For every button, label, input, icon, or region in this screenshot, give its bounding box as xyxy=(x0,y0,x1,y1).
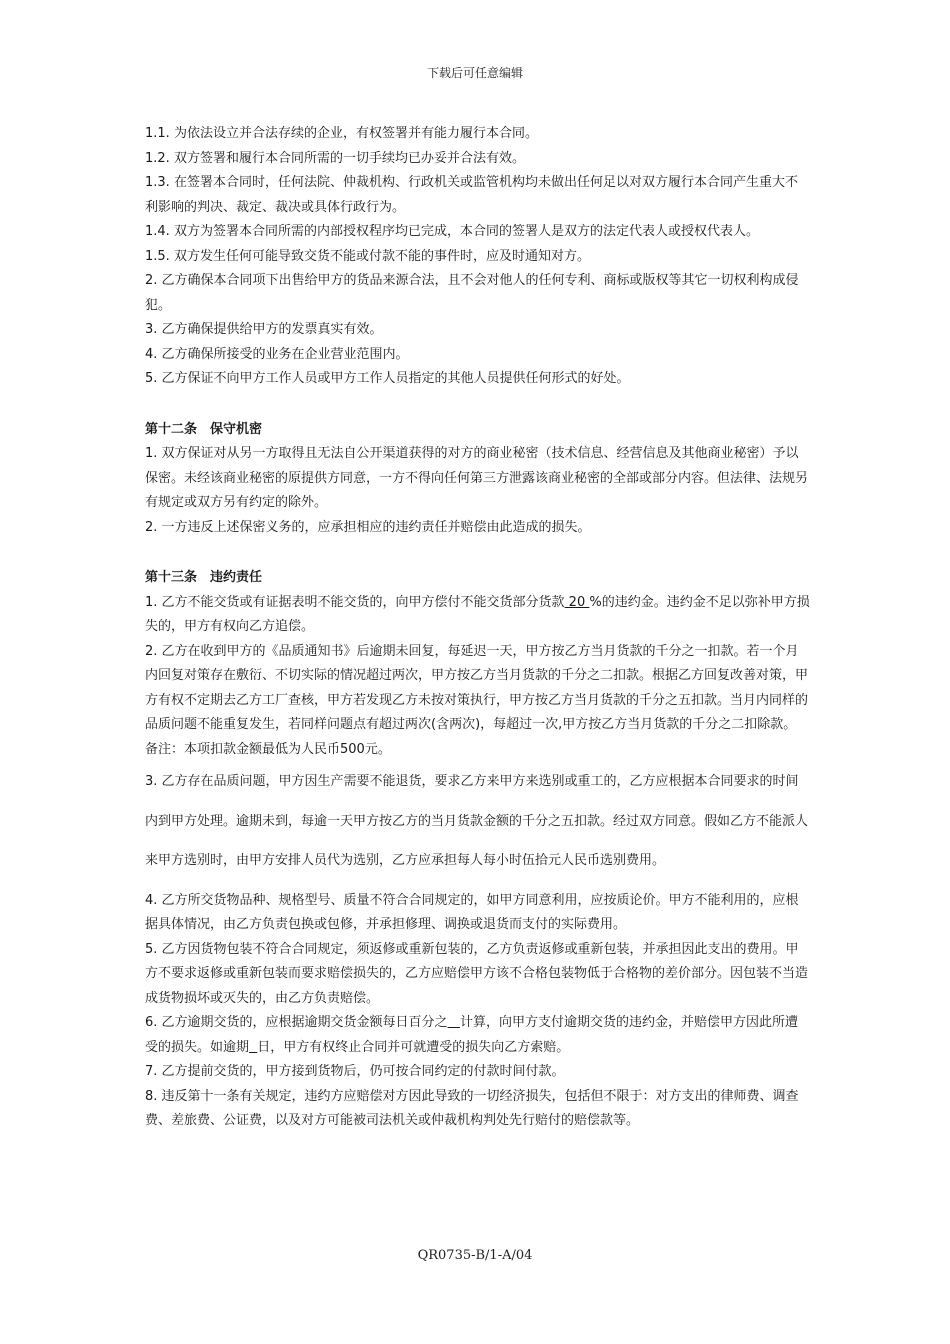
document-body xyxy=(145,122,810,1134)
section-13-para-1: 1. 乙方不能交货或有证据表明不能交货的，向甲方偿付不能交货部分货款 20 %的违约金。违约金不足以弥补甲方损失的，甲方有权向乙方追偿。 xyxy=(145,594,810,634)
clause-4: 4. 乙方确保所接受的业务在企业营业范围内。 xyxy=(145,346,409,362)
section-13-para-8: 8. 违反第十一条有关规定，违约方应赔偿对方因此导致的一切经济损失，包括但不限于：对方支出的律师费、调查费、差旅费、公证费，以及对方可能被司法机关或仲裁机构判处先行赔付的赔偿款等。 xyxy=(145,1088,799,1128)
clause-3: 3. 乙方确保提供给甲方的发票真实有效。 xyxy=(145,322,383,337)
section-13-para-5: 5. 乙方因货物包装不符合合同规定，须返修或重新包装的，乙方负责返修或重新包装，并承担因此支出的费用。甲方不要求返修或重新包装而要求赔偿损失的，乙方应赔偿甲方该不合格包装物低于合格物的差价部分。因包装不当造成货物损坏或灭失的，由乙方负责赔偿。 xyxy=(145,941,809,1006)
section-13-heading: 第十三条 违约责任 xyxy=(145,570,263,585)
page-header: 下载后可任意编辑 xyxy=(426,66,523,80)
section-13-para-2: 2. 乙方在收到甲方的《品质通知书》后逾期未回复，每延迟一天，甲方按乙方当月货款的千分之一扣款。若一个月内回复对策存在敷衍、不切实际的情况超过两次，甲方按乙方当月货款的千分之二扣款。根据乙方回复改善对策，甲方有权不定期去乙方工厂查核，甲方若发现乙方未按对策执行，甲方按乙方当月货款的千分之五扣款。当月内同样的品质问题不能重复发生，若同样问题点有超过两次(含两次)，每超过一次,甲方按乙方当月货款的千分之二扣除款。 xyxy=(145,643,809,732)
document-code-footer: QR0735-B/1-A/04 xyxy=(417,1248,533,1263)
clause-1-1: 1.1. 为依法设立并合法存续的企业，有权签署并有能力履行本合同。 xyxy=(145,126,538,141)
section-13-para-6: 6. 乙方逾期交货的，应根据逾期交货金额每日百分之 计算，向甲方支付逾期交货的违约金，并赔偿甲方因此所遭受的损失。如逾期 日，甲方有权终止合同并可就遭受的损失向乙方索赔。 xyxy=(145,1015,798,1055)
section-13-para-4: 4. 乙方所交货物品种、规格型号、质量不符合合同规定的，如甲方同意利用，应按质论价。甲方不能利用的，应根据具体情况，由乙方负责包换或包修，并承担修理、调换或退货而支付的实际费用。 xyxy=(145,892,799,932)
penalty-rate-field: 20 xyxy=(564,594,590,610)
clause-1-5: 1.5. 双方发生任何可能导致交货不能或付款不能的事件时，应及时通知对方。 xyxy=(145,248,590,264)
section-12-heading: 第十二条 保守机密 xyxy=(145,421,263,437)
section-12-para-2: 2. 一方违反上述保密义务的，应承担相应的违约责任并赔偿由此造成的损失。 xyxy=(145,519,591,535)
clause-1-4: 1.4. 双方为签署本合同所需的内部授权程序均已完成，本合同的签署人是双方的法定代表人或授权代表人。 xyxy=(145,224,759,239)
clause-5: 5. 乙方保证不向甲方工作人员或甲方工作人员指定的其他人员提供任何形式的好处。 xyxy=(145,371,630,386)
section-13-para-3: 3. 乙方存在品质问题，甲方因生产需要不能退货，要求乙方来甲方来选别或重工的，乙方应根据本合同要求的时间内到甲方处理。逾期未到，每逾一天甲方按乙方的当月货款金额的千分之五扣款。经过双方同意。假如乙方不能派人来甲方选别时，由甲方安排人员代为选别，乙方应承担每人每小时伍拾元人民币选别费用。 xyxy=(145,774,809,868)
clause-2: 2. 乙方确保本合同项下出售给甲方的货品来源合法，且不会对他人的任何专利、商标或版权等其它一切权利构成侵犯。 xyxy=(145,273,799,313)
section-13-para-7: 7. 乙方提前交货的，甲方接到货物后，仍可按合同约定的付款时间付款。 xyxy=(145,1064,565,1079)
daily-rate-blank xyxy=(448,1015,460,1030)
section-13-note: 备注：本项扣款金额最低为人民币500元。 xyxy=(145,741,391,757)
section-12-para-1: 1. 双方保证对从另一方取得且无法自公开渠道获得的对方的商业秘密（技术信息、经营信息及其他商业秘密）予以保密。未经该商业秘密的原提供方同意，一方不得向任何第三方泄露该商业秘密的全部或部分内容。但法律、法规另有规定或双方另有约定的除外。 xyxy=(145,446,809,510)
clause-1-2: 1.2. 双方签署和履行本合同所需的一切手续均已办妥并合法有效。 xyxy=(145,150,525,166)
clause-1-3: 1.3. 在签署本合同时，任何法院、仲裁机构、行政机关或监管机构均未做出任何足以对双方履行本合同产生重大不利影响的判决、裁定、裁决或具体行政行为。 xyxy=(145,175,798,215)
